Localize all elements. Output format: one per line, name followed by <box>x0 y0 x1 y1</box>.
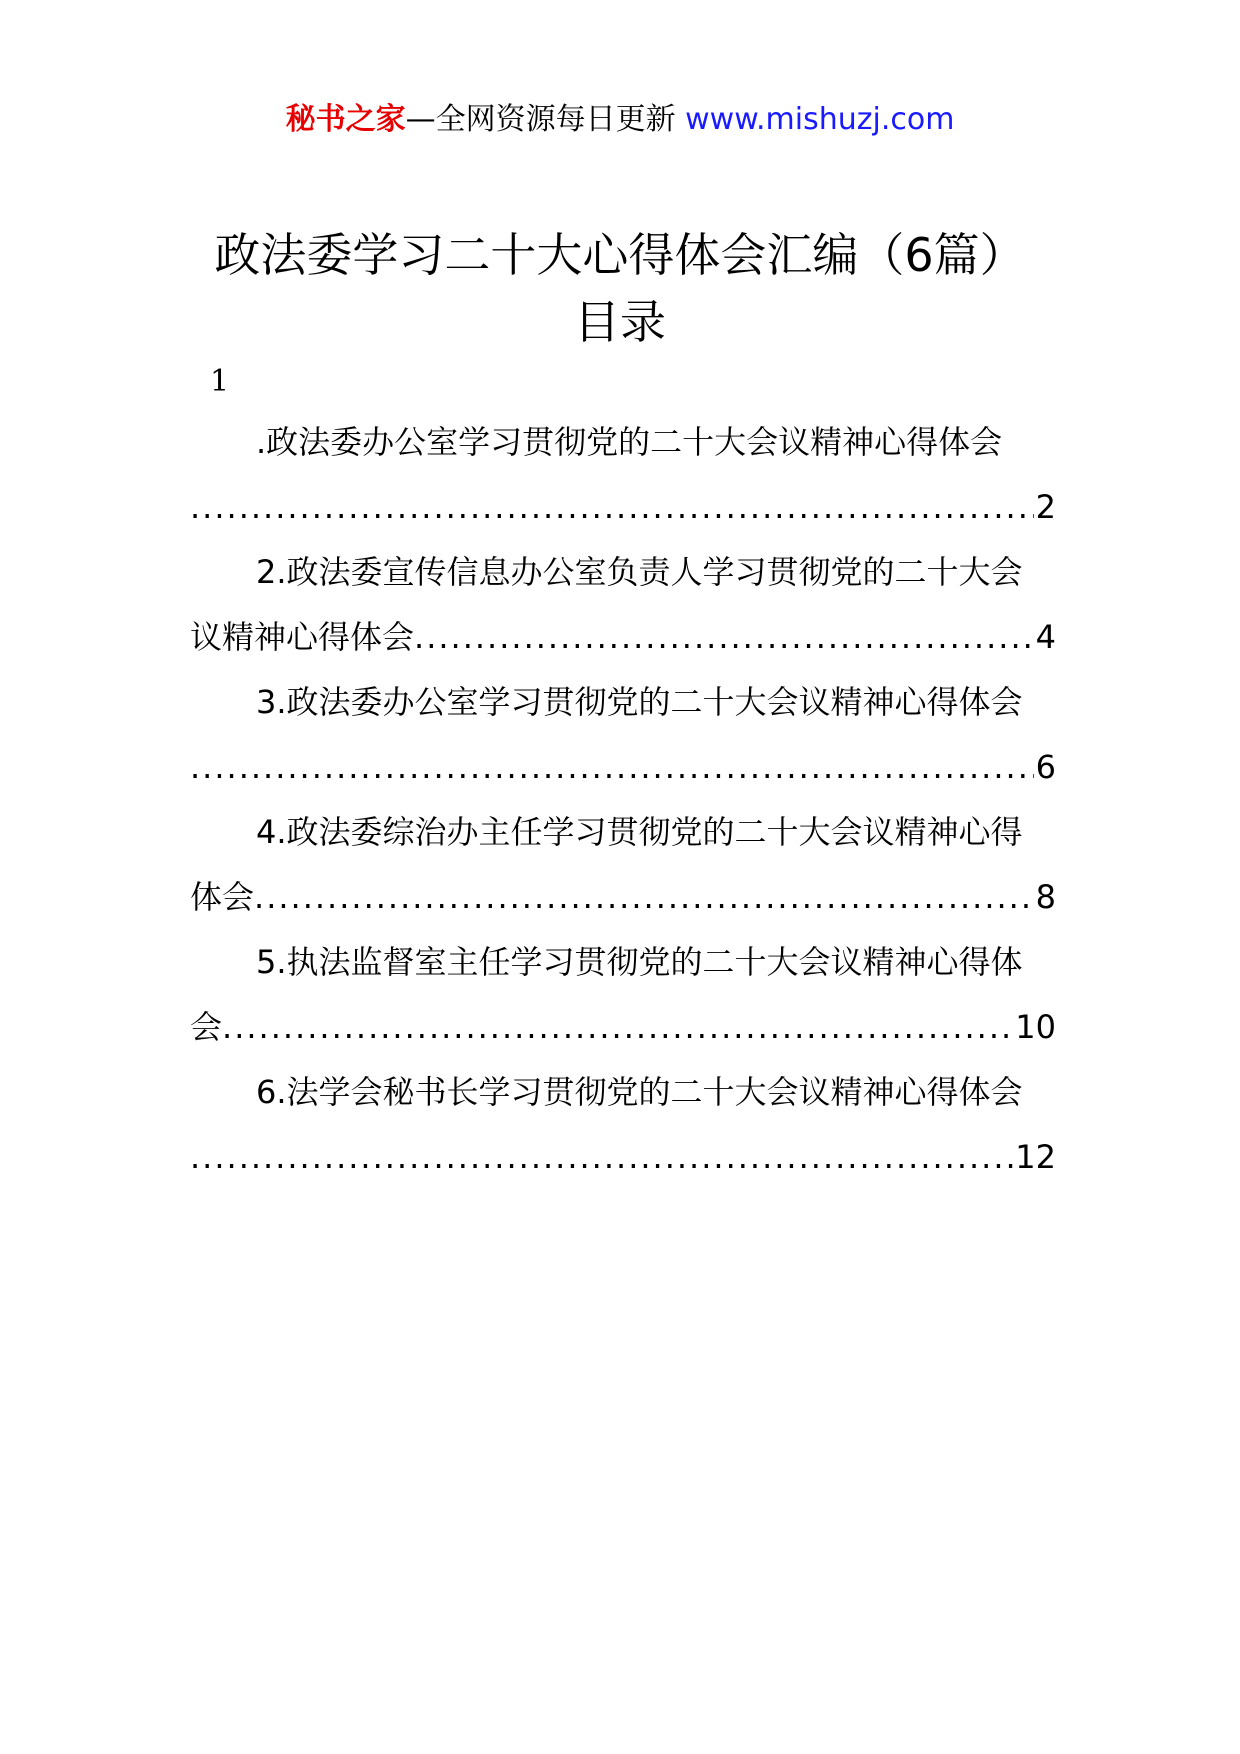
toc-entry-page: 2 <box>1035 488 1056 526</box>
dot-leader <box>190 475 1034 540</box>
toc-entry-title: 5.执法监督室主任学习贯彻党的二十大会议精神心得体 <box>256 943 1023 981</box>
toc-entry-page: 10 <box>1015 1008 1056 1046</box>
toc-entry-5[interactable] <box>190 930 1056 1060</box>
toc-entry-title-continued: 议精神心得体会 <box>190 618 415 656</box>
site-brand: 秘书之家 <box>285 102 406 137</box>
toc-entry-title: 3.政法委办公室学习贯彻党的二十大会议精神心得体会 <box>256 683 1023 721</box>
site-slogan: —全网资源每日更新 <box>405 102 676 137</box>
toc-entry-3[interactable] <box>190 670 1056 800</box>
toc-entry-title-continued: 体会 <box>190 878 255 916</box>
toc-entry-page: 4 <box>1035 618 1056 656</box>
toc-entry-4[interactable] <box>190 800 1056 930</box>
toc-entry-title-continued: 会 <box>190 1008 223 1046</box>
toc-heading: 目录 <box>574 295 666 349</box>
toc-entry-2[interactable] <box>190 540 1056 670</box>
toc-entry-title: 4.政法委综治办主任学习贯彻党的二十大会议精神心得 <box>256 813 1023 851</box>
dot-leader <box>190 735 1034 800</box>
dot-leader <box>254 865 1034 930</box>
toc-entry-page: 6 <box>1035 748 1056 786</box>
toc-entry-1[interactable] <box>190 410 1056 540</box>
document-title: 政法委学习二十大心得体会汇编（6篇） <box>214 228 1026 282</box>
stray-number: 1 <box>210 364 230 399</box>
toc-entry-6[interactable] <box>190 1060 1056 1190</box>
site-url-link[interactable]: www.mishuzj.com <box>685 102 955 137</box>
toc-entry-title: 6.法学会秘书长学习贯彻党的二十大会议精神心得体会 <box>256 1073 1023 1111</box>
toc-entry-page: 12 <box>1015 1138 1056 1176</box>
toc-entry-title: .政法委办公室学习贯彻党的二十大会议精神心得体会 <box>256 423 1003 461</box>
dot-leader <box>222 995 1013 1060</box>
toc-entry-title: 2.政法委宣传信息办公室负责人学习贯彻党的二十大会 <box>256 553 1023 591</box>
toc-entry-page: 8 <box>1035 878 1056 916</box>
site-header <box>0 100 1240 140</box>
dot-leader <box>190 1125 1013 1190</box>
dot-leader <box>414 605 1034 670</box>
table-of-contents <box>190 362 1056 1190</box>
